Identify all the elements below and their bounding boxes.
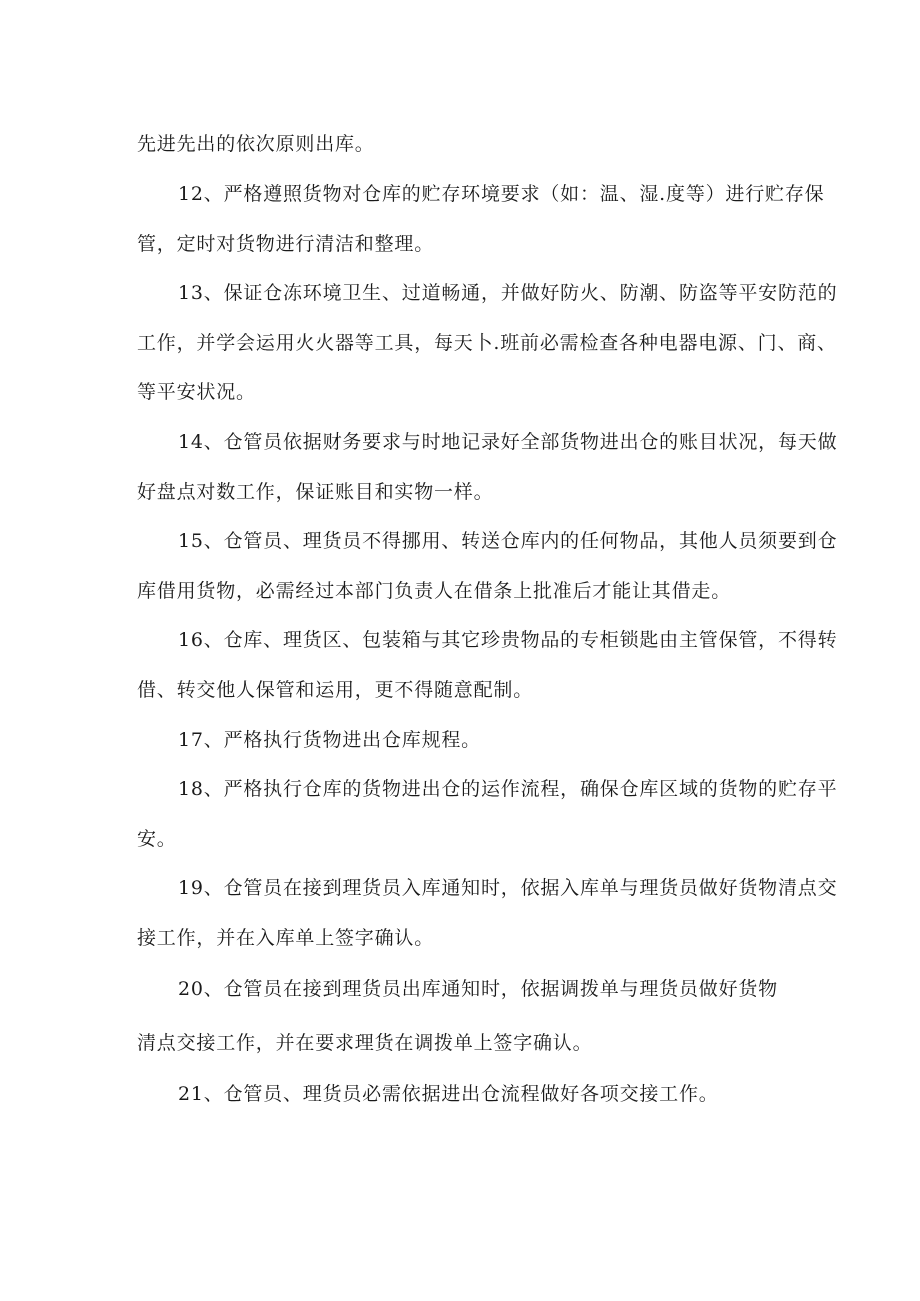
text-line: 先进先出的依次原则出库。 xyxy=(137,133,375,155)
text-line: 接工作，并在入库单上签字确认。 xyxy=(137,927,435,949)
text-line: 15、仓管员、理货员不得挪用、转送仓库内的任何物品，其他人员须要到仓 xyxy=(178,530,838,552)
text-line: 20、仓管员在接到理货员出库通知时，依据调拨单与理货员做好货物 xyxy=(178,978,778,1000)
text-line: 19、仓管员在接到理货员入库通知时，依据入库单与理货员做好货物清点交 xyxy=(178,877,838,899)
text-line: 库借用货物，必需经过本部门负责人在借条上批准后才能让其借走。 xyxy=(137,580,732,602)
text-line: 安。 xyxy=(137,828,177,850)
text-line: 等平安状况。 xyxy=(137,381,256,403)
text-line: 好盘点对数工作，保证账目和实物一样。 xyxy=(137,481,494,503)
text-line: 工作，并学会运用火火器等工具，每天卜.班前必需检查各种电器电源、门、商、 xyxy=(137,332,837,354)
text-line: 管，定时对货物进行清洁和整理。 xyxy=(137,233,435,255)
text-line: 18、严格执行仓库的货物进出仓的运作流程，确保仓库区域的货物的贮存平 xyxy=(178,778,838,800)
text-line: 16、仓库、理货区、包装箱与其它珍贵物品的专柜锁匙由主管保管，不得转 xyxy=(178,629,838,651)
text-line: 21、仓管员、理货员必需依据进出仓流程做好各项交接工作。 xyxy=(178,1083,719,1105)
text-line: 13、保证仓冻环境卫生、过道畅通，并做好防火、防潮、防盗等平安防范的 xyxy=(178,282,838,304)
text-line: 借、转交他人保管和运用，更不得随意配制。 xyxy=(137,679,534,701)
text-line: 清点交接工作，并在要求理货在调拨单上签字确认。 xyxy=(137,1032,593,1054)
text-line: 17、严格执行货物进出仓库规程。 xyxy=(178,729,481,751)
text-line: 12、严格遵照货物对仓库的贮存环境要求（如：温、湿.度等）进行贮存保 xyxy=(178,183,825,205)
text-line: 14、仓管员依据财务要求与时地记录好全部货物进出仓的账目状况，每天做 xyxy=(178,431,838,453)
